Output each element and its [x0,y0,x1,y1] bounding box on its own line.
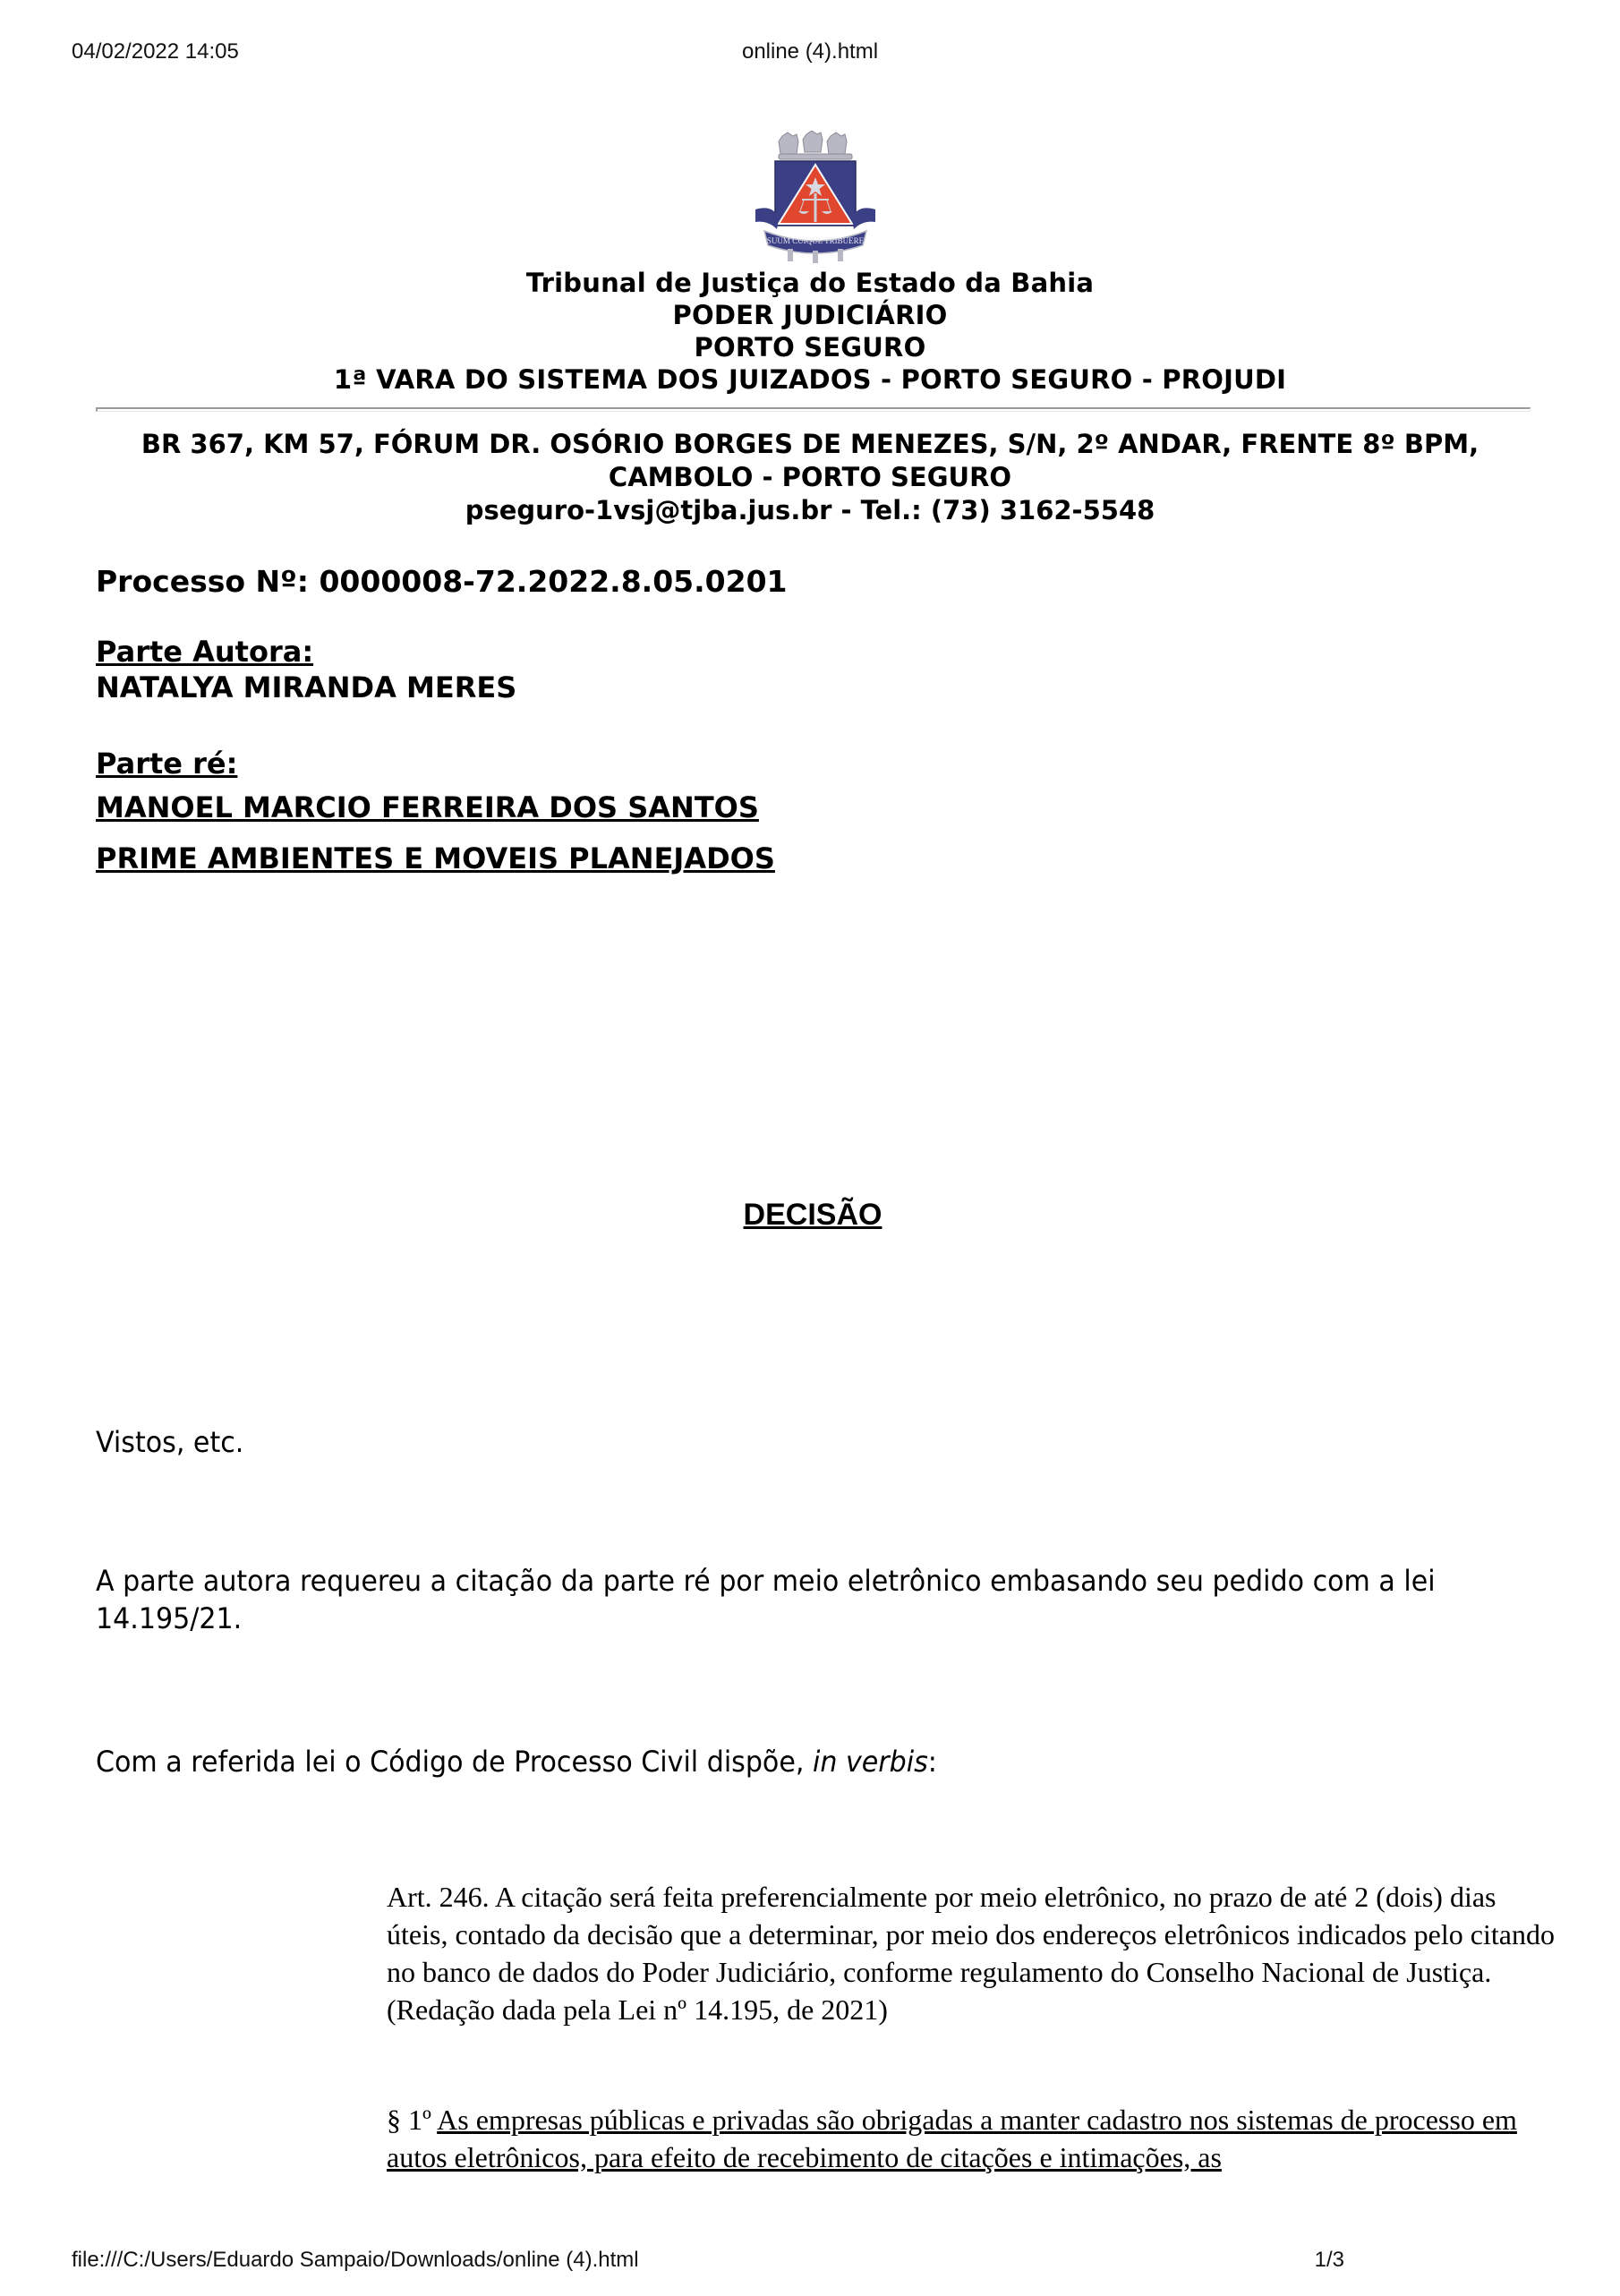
paragraph-text: As empresas públicas e privadas são obrigadas a manter cadastro nos sistemas de processo em autos eletrônicos, para efeito de recebimento de citações e intimações, as [387,2104,1517,2173]
defendant-label: Parte ré: [96,747,238,781]
address-line-1: BR 367, KM 57, FÓRUM DR. OSÓRIO BORGES DE MENEZES, S/N, 2º ANDAR, FRENTE 8º BPM, [141,429,1479,459]
court-header [0,267,1620,396]
print-file-path: file:///C:/Users/Eduardo Sampaio/Downloads/online (4).html [72,2248,639,2272]
print-title: online (4).html [741,39,879,64]
tjba-crest-icon [748,131,882,265]
paragraph-request: A parte autora requereu a citação da parte ré por meio eletrônico embasando seu pedido com a lei 14.195/21. [96,1564,1436,1635]
paragraph-vistos: Vistos, etc. [96,1425,244,1459]
plaintiff-block [96,634,516,705]
court-city: PORTO SEGURO [694,332,926,363]
defendant-name: MANOEL MARCIO FERREIRA DOS SANTOS [96,790,759,824]
quote-paragraph-1 [387,2101,1541,2176]
paragraph-cpc-intro [96,1743,1459,1780]
plaintiff-name: NATALYA MIRANDA MERES [96,670,517,704]
court-address [0,428,1620,527]
address-line-2: CAMBOLO - PORTO SEGURO [608,462,1012,492]
court-branch: PODER JUDICIÁRIO [672,300,948,330]
court-vara: 1ª VARA DO SISTEMA DOS JUIZADOS - PORTO SEGURO - PROJUDI [333,364,1287,395]
paragraph-marker: § 1º [387,2104,438,2136]
process-label: Processo Nº: [96,564,309,599]
defendant-block [96,746,775,883]
print-header [0,39,1620,66]
print-footer [0,2248,1620,2296]
intro-italic: in verbis [812,1745,928,1779]
decision-title: DECISÃO [743,1198,882,1232]
defendant-name: PRIME AMBIENTES E MOVEIS PLANEJADOS [96,841,775,875]
court-name: Tribunal de Justiça do Estado da Bahia [525,268,1095,298]
plaintiff-label: Parte Autora: [96,635,314,669]
header-divider [96,407,1530,412]
intro-text: Com a referida lei o Código de Processo Civil dispõe, [96,1745,813,1779]
contact-line: pseguro-1vsj@tjba.jus.br - Tel.: (73) 3162-5548 [465,495,1155,525]
svg-text:SUUM CUIQUE TRIBUERE: SUUM CUIQUE TRIBUERE [766,236,865,245]
print-datetime: 04/02/2022 14:05 [72,39,239,64]
process-value: 0000008-72.2022.8.05.0201 [319,564,788,599]
page-indicator: 1/3 [1314,2248,1344,2272]
quote-article-246: Art. 246. A citação será feita preferencialmente por meio eletrônico, no prazo de até 2 (dois) dias úteis, contado da decisão que a determinar, por meio dos endereços eletrônicos indicados pelo citando no banco de dados do Poder Judiciário, conforme regulamento do Conselho Nacional de Justiça. (Redação dada pela Lei nº 14.195, de 2021) [387,1881,1555,2026]
intro-colon: : [927,1745,937,1779]
process-number [96,564,788,600]
